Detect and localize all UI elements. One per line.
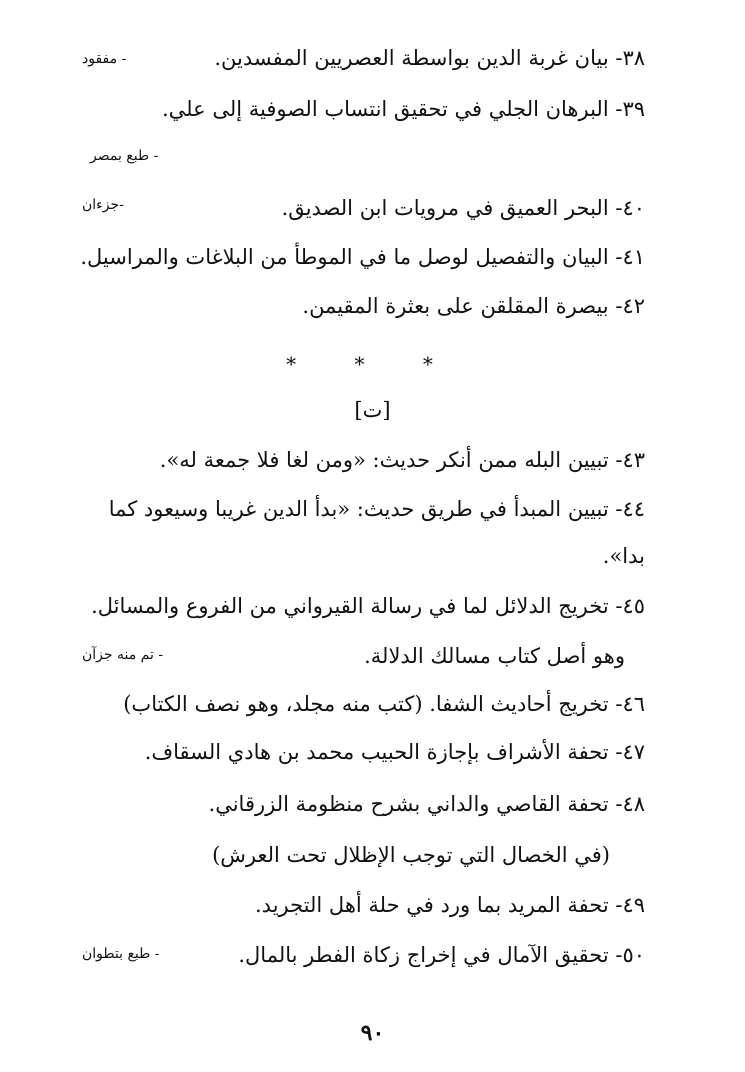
section-heading: [ت]	[354, 398, 391, 422]
entry-38: ٣٨- بيان غربة الدين بواسطة العصريين المفسدين.	[214, 46, 645, 70]
entry-48-sub: (في الخصال التي توجب الإظلال تحت العرش)	[212, 843, 610, 867]
entry-49: ٤٩- تحفة المريد بما ورد في حلة أهل التجريد.	[255, 893, 645, 917]
entry-40-note: -جزءان	[82, 197, 124, 213]
page-number: ٩٠	[360, 1020, 385, 1046]
entry-39-note: - طبع بمصر	[90, 148, 159, 164]
entry-47: ٤٧- تحفة الأشراف بإجازة الحبيب محمد بن هادي السقاف.	[144, 740, 645, 764]
section-divider: * * *	[286, 352, 459, 376]
entry-44: ٤٤- تبيين المبدأ في طريق حديث: «بدأ الدين غريبا وسيعود كما	[108, 497, 645, 521]
entry-41: ٤١- البيان والتفصيل لوصل ما في الموطأ من البلاغات والمراسيل.	[80, 245, 645, 269]
entry-40: ٤٠- البحر العميق في مرويات ابن الصديق.	[281, 196, 645, 220]
entry-45-sub: وهو أصل كتاب مسالك الدلالة.	[364, 644, 625, 668]
entry-44-cont: بدا».	[602, 544, 645, 568]
entry-45-note: - تم منه جزآن	[82, 647, 164, 663]
entry-50: ٥٠- تحقيق الآمال في إخراج زكاة الفطر بالمال.	[238, 943, 645, 967]
entry-45: ٤٥- تخريج الدلائل لما في رسالة القيرواني من الفروع والمسائل.	[91, 594, 645, 618]
entry-43: ٤٣- تبيين البله ممن أنكر حديث: «ومن لغا فلا جمعة له».	[159, 448, 645, 472]
entry-39: ٣٩- البرهان الجلي في تحقيق انتساب الصوفية إلى علي.	[161, 97, 645, 121]
entry-50-note: - طبع بتطوان	[82, 946, 160, 962]
entry-38-note: - مفقود	[82, 51, 127, 67]
entry-48: ٤٨- تحفة القاصي والداني بشرح منظومة الزرقاني.	[208, 792, 645, 816]
entry-46: ٤٦- تخريج أحاديث الشفا. (كتب منه مجلد، وهو نصف الكتاب)	[123, 692, 645, 716]
entry-42: ٤٢- بيصرة المقلقن على بعثرة المقيمن.	[302, 294, 645, 318]
